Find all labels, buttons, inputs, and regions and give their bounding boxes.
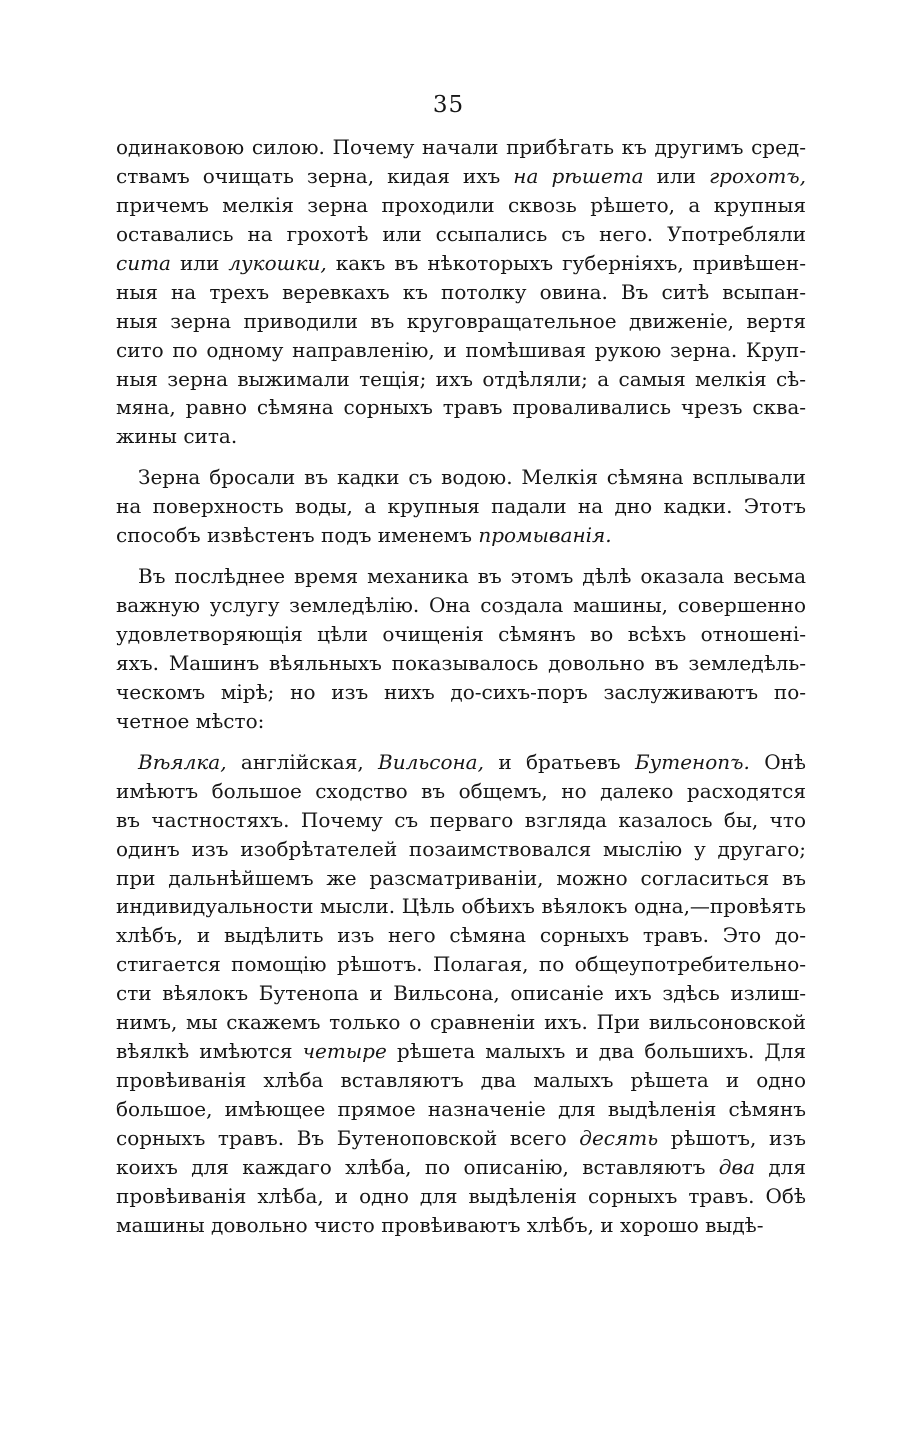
text-run: и братьевъ (483, 749, 635, 774)
text-line (116, 422, 806, 451)
paragraph-1 (116, 133, 806, 451)
text-run: Въ послѣднее время механика въ этомъ дѣлѣ оказала весьма (138, 564, 806, 589)
body-text (116, 133, 806, 1240)
text-run: или (170, 250, 229, 275)
text-run: важную услугу земледѣлію. Она создала машины, совершенно (116, 593, 806, 618)
text-line (116, 1008, 806, 1037)
text-line (116, 1095, 806, 1124)
paragraph-4 (116, 748, 806, 1240)
text-run: нимъ, мы скажемъ только о сравненіи ихъ. При вильсоновской (116, 1010, 806, 1035)
text-line (116, 1211, 806, 1240)
text-line (116, 1182, 806, 1211)
text-run: при дальнѣйшемъ же разсматриваніи, можно согласиться въ (116, 865, 806, 890)
text-run: какъ въ нѣкоторыхъ губерніяхъ, привѣшен- (326, 250, 806, 275)
text-line (116, 620, 806, 649)
paragraph-2 (116, 463, 806, 550)
text-line (116, 591, 806, 620)
text-line (116, 892, 806, 921)
text-line (116, 1066, 806, 1095)
text-run: мяна, равно сѣмяна сорныхъ травъ проваливались чрезъ сква- (116, 395, 806, 420)
text-line (116, 562, 806, 591)
text-run: ныя зерна выжимали тещія; ихъ отдѣляли; а самыя мелкія сѣ- (116, 366, 806, 391)
text-run: яхъ. Машинъ вѣяльныхъ показывалось довольно въ земледѣль- (116, 650, 806, 675)
text-line (116, 307, 806, 336)
text-run: сти вѣялокъ Бутенопа и Вильсона, описаніе ихъ здѣсь излиш- (116, 981, 806, 1006)
text-line (116, 806, 806, 835)
text-line (116, 162, 806, 191)
text-line (116, 1037, 806, 1066)
text-run: удовлетворяющія цѣли очищенія сѣмянъ во всѣхъ отношені- (116, 622, 806, 646)
text-run: машины довольно чисто провѣиваютъ хлѣбъ, и хорошо выдѣ- (116, 1212, 764, 1237)
text-run: четное мѣсто: (116, 708, 265, 733)
text-line (116, 278, 806, 307)
text-run: Онѣ (749, 749, 806, 774)
text-run: сито по одному направленію, и помѣшивая рукою зерна. Круп- (116, 337, 806, 362)
text-run: хлѣбъ, и выдѣлить изъ него сѣмяна сорныхъ травъ. Это до- (116, 923, 806, 948)
text-run: англійская, (226, 749, 379, 774)
text-run: ческомъ мірѣ; но изъ нихъ до-сихъ-поръ заслуживаютъ по- (116, 679, 806, 704)
text-run: индивидуальности мысли. Цѣль обѣихъ вѣялокъ одна,—провѣять (116, 894, 806, 919)
text-line (116, 707, 806, 736)
text-run: на поверхность воды, а крупныя падали на дно кадки. Этотъ (116, 494, 806, 519)
paragraph-3 (116, 562, 806, 736)
text-line (116, 393, 806, 422)
text-line (116, 133, 806, 162)
text-run: имѣютъ большое сходство въ общемъ, но далеко расходятся (116, 778, 806, 803)
text-run: способъ извѣстенъ подъ именемъ (116, 523, 479, 548)
italic-text: Бутенопъ. (634, 749, 750, 774)
text-run: рѣшотъ, изъ (658, 1125, 806, 1150)
text-line (116, 521, 806, 550)
text-run: большое, имѣющее прямое назначеніе для выдѣленія сѣмянъ (116, 1097, 806, 1121)
italic-text: промыванія. (478, 523, 612, 548)
text-line (116, 191, 806, 220)
text-run: для (755, 1154, 806, 1179)
text-line (116, 249, 806, 278)
text-line (116, 748, 806, 777)
italic-text: десять (579, 1125, 659, 1150)
italic-text: лукошки, (228, 250, 327, 275)
page-number: 35 (432, 92, 465, 118)
text-run: оставались на грохотѣ или ссыпались съ него. Употребляли (116, 221, 806, 246)
italic-text: Вѣялка, (138, 749, 227, 774)
text-run: Зерна бросали въ кадки съ водою. Мелкія сѣмяна всплывали (138, 465, 806, 490)
text-line (116, 950, 806, 979)
text-run: одинаковою силою. Почему начали прибѣгать къ другимъ сред- (116, 135, 806, 159)
text-line (116, 777, 806, 806)
text-run: коихъ для каждаго хлѣба, по описанію, вставляютъ (116, 1154, 719, 1179)
italic-text: Вильсона, (378, 749, 484, 774)
text-line (116, 979, 806, 1008)
text-line (116, 864, 806, 893)
text-line (116, 835, 806, 864)
text-run: одинъ изъ изобрѣтателей позаимствовался мыслію у другаго; (116, 836, 806, 861)
text-run: рѣшета малыхъ и два большихъ. Для (386, 1039, 806, 1064)
text-line (116, 1153, 806, 1182)
text-run: или (643, 163, 710, 188)
text-line (116, 492, 806, 521)
italic-text: грохотъ, (709, 163, 806, 188)
text-run: ныя зерна приводили въ круговращательное движеніе, вертя (116, 308, 806, 333)
italic-text: два (718, 1154, 756, 1179)
text-run: жины сита. (116, 424, 238, 449)
text-line (116, 921, 806, 950)
text-line (116, 365, 806, 394)
italic-text: сита (116, 250, 171, 275)
text-line (116, 678, 806, 707)
text-run: ствамъ очищать зерна, кидая ихъ (116, 163, 514, 188)
italic-text: четыре (302, 1039, 387, 1064)
text-line (116, 649, 806, 678)
text-line (116, 336, 806, 365)
text-run: вѣялкѣ имѣются (116, 1039, 303, 1064)
text-run: провѣиванія хлѣба, и одно для выдѣленія сорныхъ травъ. Обѣ (116, 1183, 806, 1208)
italic-text: на рѣшета (513, 163, 644, 188)
text-run: ныя на трехъ веревкахъ къ потолку овина. Въ ситѣ всыпан- (116, 279, 806, 304)
text-run: стигается помощію рѣшотъ. Полагая, по общеупотребительно- (116, 952, 806, 977)
text-line (116, 463, 806, 492)
text-run: въ частностяхъ. Почему съ перваго взгляда казалось бы, что (116, 807, 806, 832)
text-line (116, 220, 806, 249)
text-run: провѣиванія хлѣба вставляютъ два малыхъ рѣшета и одно (116, 1068, 806, 1093)
text-run: причемъ мелкія зерна проходили сквозь рѣшето, а крупныя (116, 192, 806, 217)
text-run: сорныхъ травъ. Въ Бутеноповской всего (116, 1125, 580, 1150)
text-line (116, 1124, 806, 1153)
